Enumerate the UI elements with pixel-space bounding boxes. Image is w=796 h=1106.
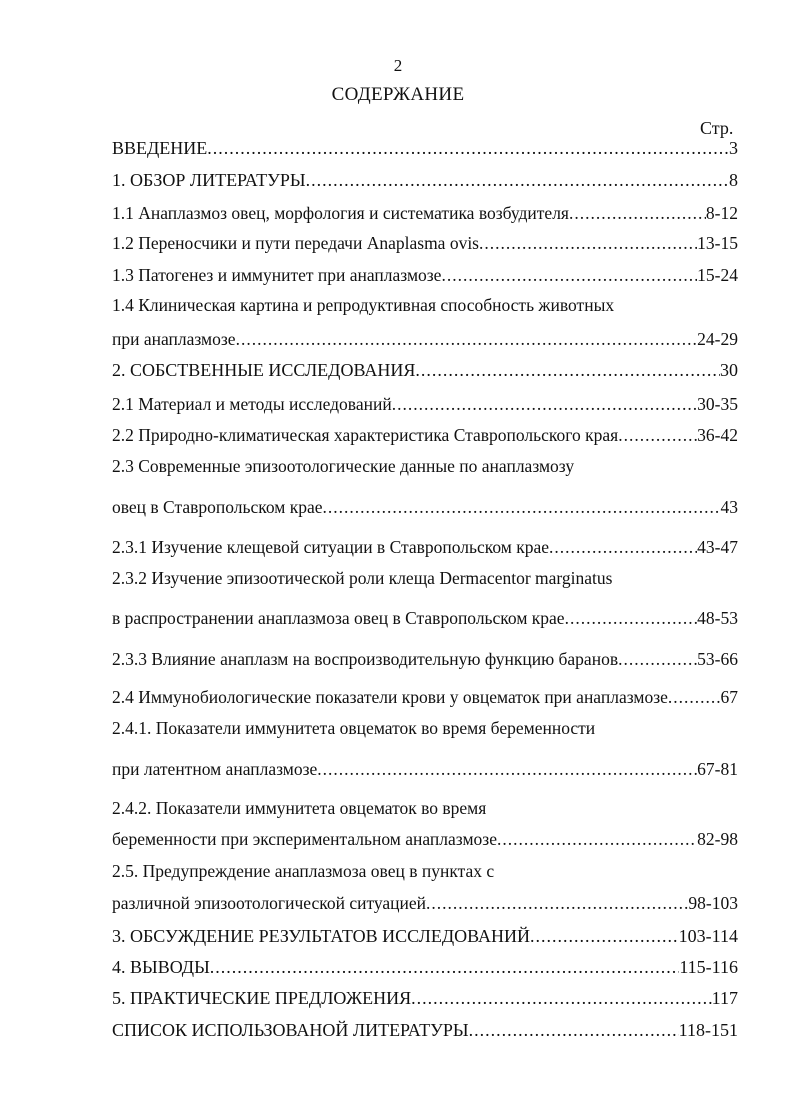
toc-entry: СПИСОК ИСПОЛЬЗОВАНОЙ ЛИТЕРАТУРЫ ..... 118-151 [112,1019,738,1041]
toc-entry: 2.3.1 Изучение клещевой ситуации в Ставропольском крае ..... 43-47 [112,536,738,558]
toc-entry: 2.3.3 Влияние анаплазм на воспроизводительную функцию баранов ..... 53-66 [112,648,738,670]
page-column-label: Стр. [700,118,734,138]
toc-entry: беременности при экспериментальном анаплазмозе ..... 82-98 [112,828,738,850]
toc-entry: 2. СОБСТВЕННЫЕ ИССЛЕДОВАНИЯ ..... 30 [112,359,738,381]
toc-entry: 1.1 Анаплазмоз овец, морфология и систематика возбудителя ..... 8-12 [112,202,738,224]
page-title: СОДЕРЖАНИЕ [331,84,465,105]
page-number: 2 [393,56,403,75]
toc-entry-line: 2.3 Современные эпизоотологические данные по анаплазмозу [112,456,575,476]
toc-entry: 3. ОБСУЖДЕНИЕ РЕЗУЛЬТАТОВ ИССЛЕДОВАНИЙ ..... 103-114 [112,925,738,947]
toc-entry: при анаплазмозе ..... 24-29 [112,328,738,350]
toc-entry: различной эпизоотологической ситуацией ..... 98-103 [112,892,738,914]
toc-entry: в распространении анаплазмоза овец в Ставропольском крае ..... 48-53 [112,607,738,629]
toc-entry: 2.1 Материал и методы исследований ..... 30-35 [112,393,738,415]
toc-entry: овец в Ставропольском крае ..... 43 [112,496,738,518]
toc-entry-line: 1.4 Клиническая картина и репродуктивная способность животных [112,295,615,315]
toc-entry-line: 2.4.1. Показатели иммунитета овцематок во время беременности [112,718,596,738]
toc-entry: 1.2 Переносчики и пути передачи Anaplasma ovis ..... 13-15 [112,232,738,254]
toc-entry: 4. ВЫВОДЫ ..... 115-116 [112,956,738,978]
toc-entry: 2.4 Иммунобиологические показатели крови у овцематок при анаплазмозе ..... 67 [112,686,738,708]
toc-entry: 1. ОБЗОР ЛИТЕРАТУРЫ ..... 8 [112,169,738,191]
toc-entry: при латентном анаплазмозе ..... 67-81 [112,758,738,780]
toc-entry-line: 2.4.2. Показатели иммунитета овцематок во время [112,798,487,818]
toc-entry-line: 2.5. Предупреждение анаплазмоза овец в пунктах с [112,861,495,881]
toc-entry-line: 2.3.2 Изучение эпизоотической роли клеща Dermacentor marginatus [112,568,613,588]
toc-entry: ВВЕДЕНИЕ ..... 3 [112,137,738,159]
toc-entry: 1.3 Патогенез и иммунитет при анаплазмозе ..... 15-24 [112,264,738,286]
toc-entry: 5. ПРАКТИЧЕСКИЕ ПРЕДЛОЖЕНИЯ ..... 117 [112,987,738,1009]
toc-entry: 2.2 Природно-климатическая характеристика Ставропольского края ..... 36-42 [112,424,738,446]
